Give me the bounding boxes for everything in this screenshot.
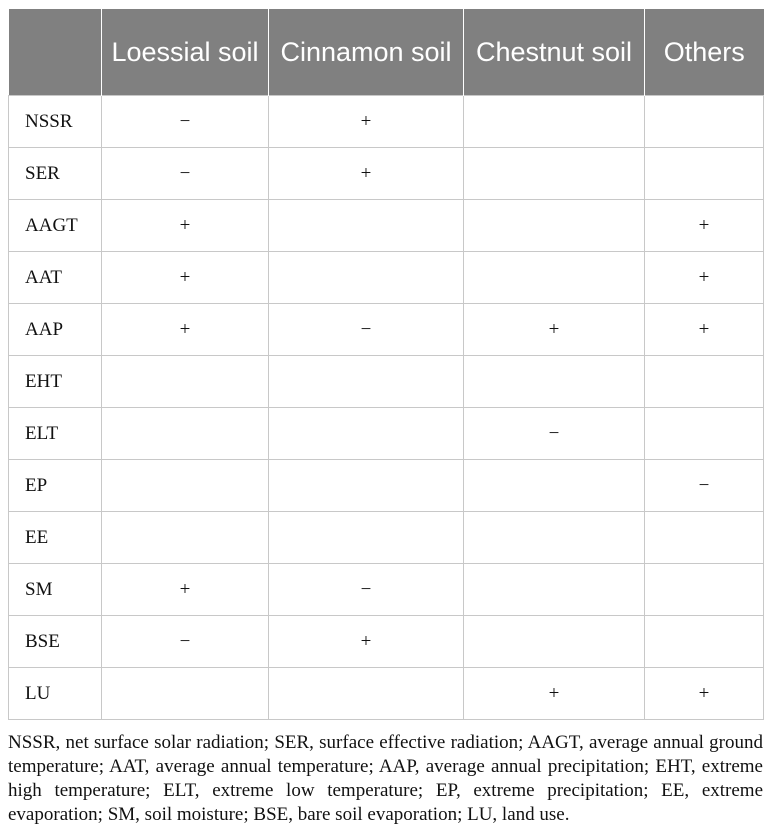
- table-cell: +: [645, 252, 764, 304]
- table-row: [9, 564, 764, 616]
- table-cell: [102, 512, 269, 564]
- row-label: SM: [9, 564, 102, 616]
- table-cell: +: [645, 200, 764, 252]
- header-loessial-soil: Loessial soil: [102, 9, 269, 96]
- table-cell: [464, 564, 645, 616]
- table-cell: [102, 408, 269, 460]
- table-row: [9, 252, 764, 304]
- table-body: [9, 96, 764, 720]
- table-cell: [464, 512, 645, 564]
- table-cell: +: [102, 564, 269, 616]
- table-cell: [102, 668, 269, 720]
- header-cinnamon-soil: Cinnamon soil: [269, 9, 464, 96]
- table-cell: −: [102, 616, 269, 668]
- table-cell: [464, 252, 645, 304]
- row-label: NSSR: [9, 96, 102, 148]
- table-cell: [269, 408, 464, 460]
- row-label: LU: [9, 668, 102, 720]
- table-cell: +: [269, 96, 464, 148]
- row-label: AAP: [9, 304, 102, 356]
- table-row: [9, 200, 764, 252]
- table-cell: +: [645, 304, 764, 356]
- row-label: BSE: [9, 616, 102, 668]
- table-cell: −: [269, 304, 464, 356]
- table-cell: +: [102, 304, 269, 356]
- table-cell: [269, 512, 464, 564]
- row-label: ELT: [9, 408, 102, 460]
- data-table: [8, 9, 764, 720]
- table-cell: [269, 356, 464, 408]
- table-cell: [269, 200, 464, 252]
- table-cell: +: [464, 304, 645, 356]
- table-cell: +: [102, 200, 269, 252]
- header-row: [9, 9, 764, 96]
- table-row: [9, 668, 764, 720]
- table-cell: [269, 252, 464, 304]
- row-label: EHT: [9, 356, 102, 408]
- table-cell: −: [269, 564, 464, 616]
- table-cell: +: [464, 668, 645, 720]
- table-cell: [645, 512, 764, 564]
- table-row: [9, 96, 764, 148]
- table-cell: [645, 564, 764, 616]
- table-cell: [269, 460, 464, 512]
- table-cell: +: [645, 668, 764, 720]
- table-cell: −: [102, 148, 269, 200]
- row-label: EP: [9, 460, 102, 512]
- table-cell: [645, 356, 764, 408]
- table-row: [9, 460, 764, 512]
- table-cell: [102, 460, 269, 512]
- table-cell: [464, 460, 645, 512]
- table-cell: [464, 148, 645, 200]
- row-label: EE: [9, 512, 102, 564]
- table-cell: [464, 200, 645, 252]
- header-others: Others: [645, 9, 764, 96]
- row-label: AAT: [9, 252, 102, 304]
- table-cell: −: [102, 96, 269, 148]
- table-cell: [645, 148, 764, 200]
- table-footnote: NSSR, net surface solar radiation; SER, surface effective radiation; AAGT, average annual ground temperature; AAT, average annual temperature; AAP, average annual precipitation; EHT, extreme high temperature; ELT, extreme low temperature; EP, extreme precipitation; EE, extreme evaporation; SM, soil moisture; BSE, bare soil evaporation; LU, land use.: [8, 732, 763, 825]
- table-cell: [464, 616, 645, 668]
- table-cell: −: [464, 408, 645, 460]
- table-cell: [102, 356, 269, 408]
- table-row: [9, 512, 764, 564]
- table-cell: [464, 96, 645, 148]
- table-cell: [645, 616, 764, 668]
- table-cell: +: [102, 252, 269, 304]
- table-row: [9, 304, 764, 356]
- table-row: [9, 616, 764, 668]
- header-corner: [9, 9, 102, 96]
- table-cell: [269, 668, 464, 720]
- table-cell: +: [269, 616, 464, 668]
- table-row: [9, 356, 764, 408]
- table-cell: [645, 408, 764, 460]
- table-cell: −: [645, 460, 764, 512]
- table-row: [9, 148, 764, 200]
- table-cell: [645, 96, 764, 148]
- table-cell: [464, 356, 645, 408]
- row-label: SER: [9, 148, 102, 200]
- row-label: AAGT: [9, 200, 102, 252]
- table-row: [9, 408, 764, 460]
- header-chestnut-soil: Chestnut soil: [464, 9, 645, 96]
- table-cell: +: [269, 148, 464, 200]
